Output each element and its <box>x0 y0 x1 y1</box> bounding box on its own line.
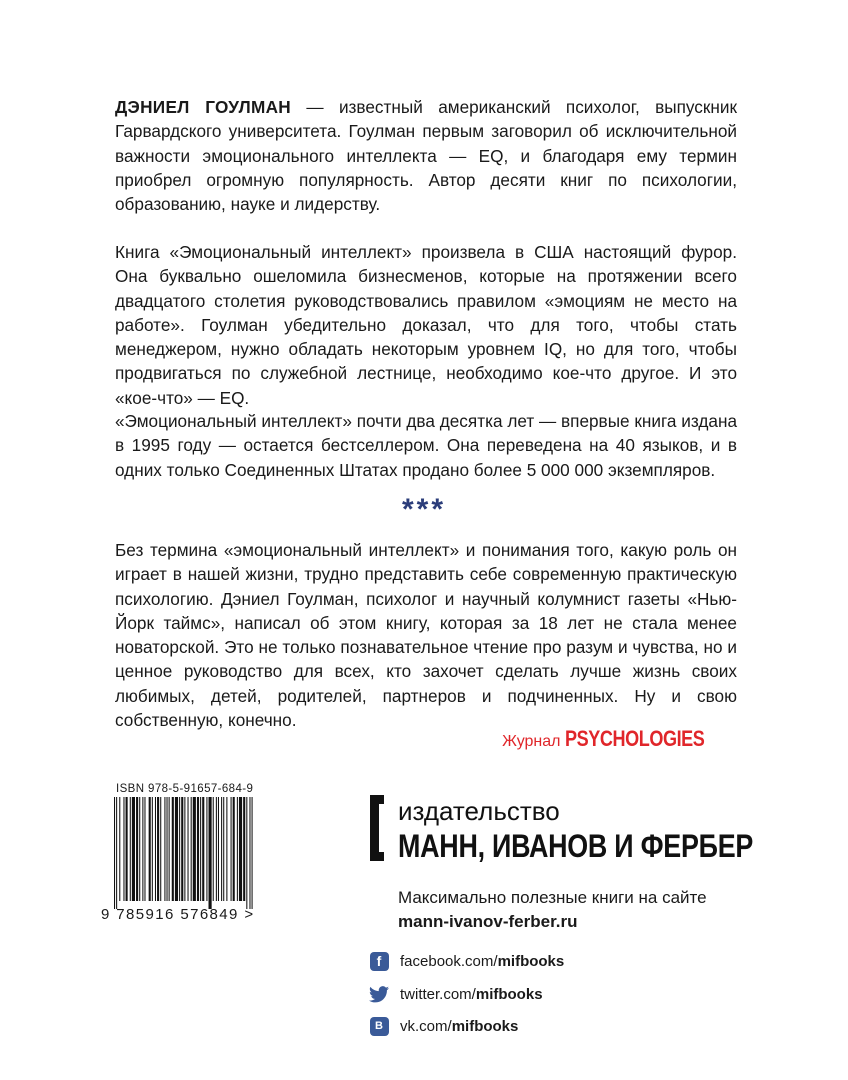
bestseller-paragraph: «Эмоциональный интеллект» почти два десятка лет — впервые книга издана в 1995 году — остается бестселлером. Она переведена на 40 языков, и в одних только Соединенных Штатах продано более 5 000 000 экземпляров. <box>115 411 737 480</box>
author-bio-paragraph <box>115 95 737 216</box>
book-description-paragraph: Книга «Эмоциональный интеллект» произвела в США настоящий фурор. Она буквально ошеломила бизнесменов, которые на протяжении всего двадцатого столетия руководствовались правилом «эмоциям не место на работе». Гоулман убедительно доказал, что для того, чтобы стать менеджером, нужно обладать некоторым уровнем IQ, но для того, чтобы продвигаться по служебной лестнице, необходимо кое-что другое. И это «кое-что» — EQ. <box>115 242 737 408</box>
barcode-bar <box>237 797 238 901</box>
barcode-bar <box>136 797 138 901</box>
barcode-bar <box>193 797 196 901</box>
barcode-bar <box>139 797 140 901</box>
social-vk[interactable] <box>369 1016 518 1036</box>
publisher-bracket-logo <box>370 795 384 861</box>
barcode-bar <box>206 797 207 901</box>
barcode-bar <box>119 797 120 901</box>
author-bio-text: — известный американский психолог, выпускник Гарвардского университета. Гоулман первым заговорил об исключительной важности эмоционального интеллекта — EQ, и благодаря ему термин приобрел огромную популярность. Автор десяти книг по психологии, образованию, науке и лидерству. <box>115 97 737 215</box>
barcode-bar <box>202 797 204 901</box>
twitter-icon <box>369 984 389 1004</box>
barcode-bar <box>191 797 192 901</box>
barcode-bar <box>155 797 156 901</box>
barcode-bar <box>221 797 222 901</box>
barcode-bar <box>126 797 128 901</box>
barcode-bar <box>252 797 253 909</box>
barcode-bar <box>152 797 153 901</box>
barcode-bar <box>243 797 245 901</box>
barcode-digits: 9 785916 576849 > <box>101 906 255 923</box>
social-facebook-handle: mifbooks <box>497 952 565 970</box>
barcode-bar <box>175 797 178 901</box>
barcode-bar <box>184 797 185 901</box>
psychologies-logo: PSYCHOLOGIES <box>564 726 705 751</box>
barcode-bar <box>160 797 161 901</box>
barcode-bar <box>226 797 227 901</box>
social-facebook-prefix: facebook.com/ <box>400 952 498 970</box>
section-separator: *** <box>401 493 447 526</box>
barcode-bar <box>116 797 117 909</box>
barcode-bar <box>172 797 174 901</box>
publisher-site-link[interactable]: mann-ivanov-ferber.ru <box>398 912 578 931</box>
barcode-bar <box>246 797 247 909</box>
barcode-bar <box>157 797 159 901</box>
barcode-bar <box>200 797 201 901</box>
social-twitter-handle: mifbooks <box>475 985 543 1003</box>
barcode-bar <box>216 797 217 901</box>
vk-icon: B <box>369 1016 389 1036</box>
barcode-bar <box>130 797 131 901</box>
facebook-icon: f <box>369 951 389 971</box>
barcode-bar <box>123 797 124 901</box>
barcode-bar <box>249 797 250 909</box>
author-name: ДЭНИЕЛ ГОУЛМАН <box>115 97 292 117</box>
barcode-bar <box>149 797 151 901</box>
barcode <box>112 797 254 909</box>
quote-source <box>502 726 735 755</box>
barcode-bar <box>181 797 183 901</box>
barcode-bar <box>142 797 143 901</box>
barcode-bar <box>179 797 180 901</box>
review-paragraph: Без термина «эмоциональный интеллект» и понимания того, какую роль он играет в нашей жизни, трудно представить себе современную практическую психологию. Дэниел Гоулман, психолог и научный колумнист газеты «Нью-Йорк таймс», написал об этом книгу, которая за 18 лет не стала менее новаторской. Это не только познавательное чтение про разум и чувства, но и ценное руководство для всех, кто захочет сделать лучше жизнь своих любимых, детей, родителей, партнеров и подчиненных. Ну и свою собственную, конечно. <box>115 540 737 731</box>
barcode-bar <box>231 797 232 901</box>
quote-source-magazine: Журнал <box>502 733 561 750</box>
barcode-bar <box>213 797 214 901</box>
barcode-bar <box>114 797 115 909</box>
barcode-bar <box>164 797 165 901</box>
barcode-bar <box>188 797 189 901</box>
barcode-bar <box>197 797 199 901</box>
social-facebook[interactable] <box>369 951 564 971</box>
social-twitter[interactable] <box>369 984 543 1004</box>
barcode-bar <box>239 797 242 901</box>
barcode-bar <box>209 797 212 909</box>
barcode-bar <box>132 797 135 901</box>
barcode-bar <box>144 797 145 901</box>
social-vk-prefix: vk.com/ <box>400 1017 452 1035</box>
barcode-bar <box>169 797 170 901</box>
publisher-tagline: Максимально полезные книги на сайте <box>398 888 707 907</box>
barcode-bar <box>223 797 224 901</box>
social-vk-handle: mifbooks <box>451 1017 519 1035</box>
social-twitter-prefix: twitter.com/ <box>400 985 476 1003</box>
barcode-bar <box>218 797 219 901</box>
publisher-name: МАНН, ИВАНОВ И ФЕРБЕР <box>398 828 754 864</box>
barcode-bar <box>233 797 235 901</box>
barcode-bar <box>167 797 168 901</box>
isbn-label: ISBN 978-5-91657-684-9 <box>116 783 254 795</box>
publisher-label: издательство <box>398 796 560 826</box>
